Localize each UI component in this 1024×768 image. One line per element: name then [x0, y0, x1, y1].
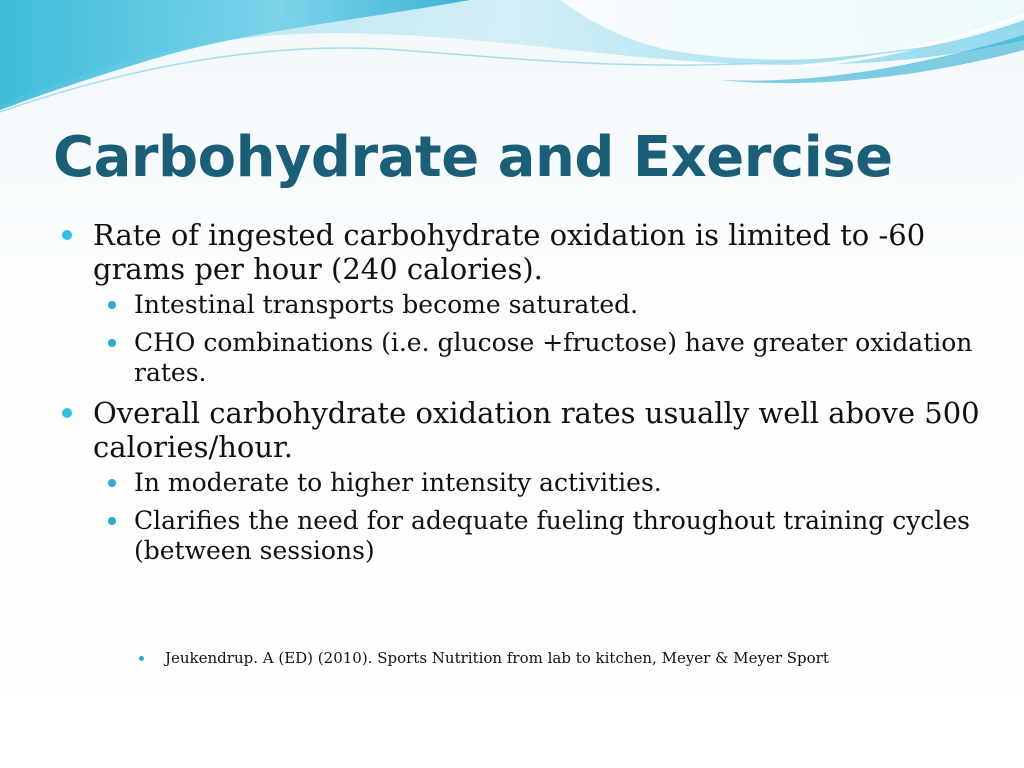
sub-bullet-icon	[108, 339, 116, 347]
slide-title: Carbohydrate and Exercise	[53, 125, 893, 190]
bullet-icon	[62, 408, 72, 418]
sub-bullet-text: Intestinal transports become saturated.	[134, 290, 639, 319]
reference-text: Jeukendrup. A (ED) (2010). Sports Nutrition from lab to kitchen, Meyer & Meyer Sport	[165, 649, 829, 667]
sub-bullet-item	[60, 290, 980, 320]
reference-citation	[165, 649, 829, 667]
bullet-icon	[62, 230, 72, 240]
sub-bullet-item	[60, 468, 980, 498]
reference-bullet-icon	[139, 656, 144, 661]
bullet-item	[60, 396, 980, 464]
sub-bullet-icon	[108, 479, 116, 487]
sub-bullet-item	[60, 506, 980, 566]
bullet-list	[60, 218, 980, 574]
decorative-wave-header	[0, 0, 1024, 130]
sub-bullet-text: Clarifies the need for adequate fueling throughout training cycles (between sessions)	[134, 506, 970, 565]
bullet-text: Overall carbohydrate oxidation rates usually well above 500 calories/hour.	[93, 396, 980, 464]
bullet-item	[60, 218, 980, 286]
sub-bullet-text: In moderate to higher intensity activities.	[134, 468, 662, 497]
sub-bullet-icon	[108, 517, 116, 525]
sub-bullet-item	[60, 328, 980, 388]
bullet-text: Rate of ingested carbohydrate oxidation is limited to -60 grams per hour (240 calories).	[93, 218, 926, 286]
sub-bullet-icon	[108, 301, 116, 309]
sub-bullet-text: CHO combinations (i.e. glucose +fructose) have greater oxidation rates.	[134, 328, 973, 387]
